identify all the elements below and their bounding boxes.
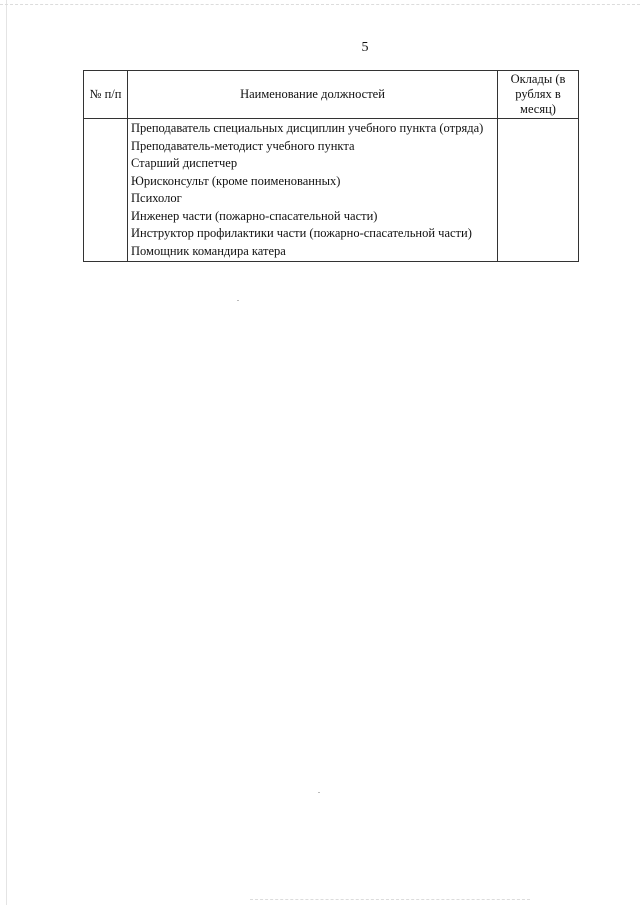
position-item: Инструктор профилактики части (пожарно-спасательной части) — [131, 226, 472, 240]
header-num: № п/п — [84, 71, 128, 119]
position-item: Преподаватель-методист учебного пункта — [131, 138, 355, 153]
position-item: Помощник командира катера — [131, 243, 286, 258]
position-names-cell — [128, 119, 498, 262]
table-row — [84, 119, 579, 262]
header-salary: Оклады (в рублях в месяц) — [498, 71, 579, 119]
position-item: Психолог — [131, 191, 182, 205]
position-item: Юрисконсульт (кроме поименованных) — [131, 173, 341, 188]
position-item: Инженер части (пожарно-спасательной части) — [131, 208, 378, 223]
page-edge-line — [6, 0, 7, 905]
header-position-name: Наименование должностей — [128, 71, 498, 119]
positions-table — [83, 70, 579, 262]
position-item: Преподаватель специальных дисциплин учебного пункта (отряда) — [131, 121, 484, 135]
num-cell — [84, 119, 128, 262]
scan-speck — [237, 300, 239, 301]
position-item: Старший диспетчер — [131, 156, 238, 170]
page-number: 5 — [361, 40, 369, 55]
table-header-row — [84, 71, 579, 119]
scan-bottom-edge — [250, 899, 530, 900]
salary-cell — [498, 119, 579, 262]
scan-top-edge — [0, 4, 640, 5]
scan-speck — [318, 792, 320, 793]
